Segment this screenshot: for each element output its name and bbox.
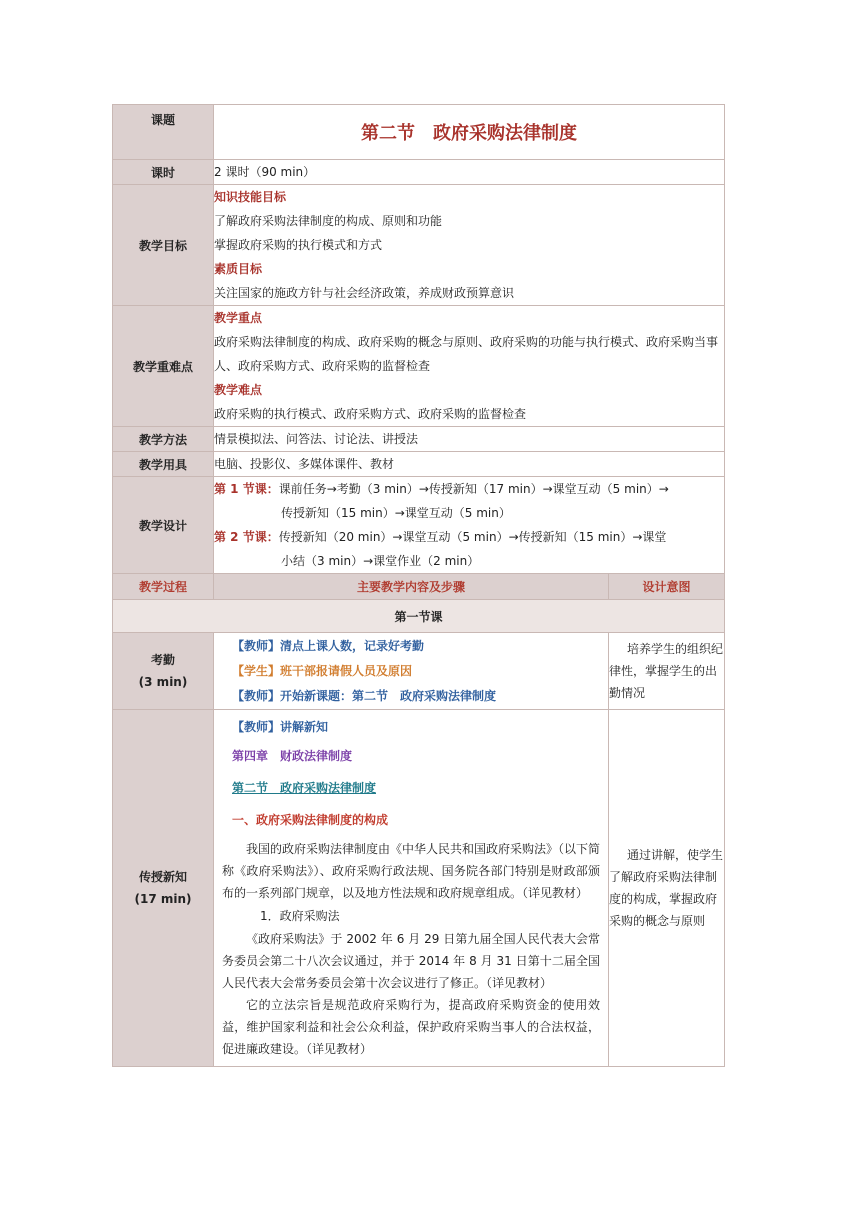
knowledge-goal-item: 掌握政府采购的执行模式和方式 — [214, 238, 383, 252]
attendance-step: 【学生】班干部报请假人员及原因 — [232, 663, 413, 678]
lesson2-continuation: 小结（3 min）→课堂作业（2 min） — [281, 554, 480, 568]
key-points-title: 教学重点 — [214, 311, 263, 325]
design-row — [113, 477, 725, 574]
keypoints-row — [113, 306, 725, 427]
tools-label: 教学用具 — [113, 452, 214, 477]
methods-row — [113, 427, 725, 452]
teach-time: (17 min) — [134, 892, 192, 906]
attendance-step: 【教师】开始新课题：第二节 政府采购法律制度 — [232, 688, 497, 703]
teach-content — [214, 710, 609, 1067]
lesson1-line — [214, 477, 724, 501]
hours-label: 课时 — [113, 160, 214, 185]
methods-value: 情景模拟法、问答法、讨论法、讲授法 — [214, 427, 725, 452]
keypoints-content — [214, 306, 725, 427]
quality-goal-title: 素质目标 — [214, 262, 263, 276]
process-header-intent: 设计意图 — [609, 574, 725, 600]
lesson2-line — [214, 525, 724, 549]
hours-value: 2 课时（90 min） — [214, 160, 725, 185]
attendance-content — [214, 633, 609, 710]
law-subtitle: 1．政府采购法 — [260, 909, 340, 923]
attendance-intent: 培养学生的组织纪律性，掌握学生的出勤情况 — [609, 633, 725, 710]
goals-row — [113, 185, 725, 306]
design-content — [214, 477, 725, 574]
keypoints-label: 教学重难点 — [113, 306, 214, 427]
chapter-title: 第四章 财政法律制度 — [232, 749, 353, 763]
lesson1-continuation: 传授新知（15 min）→课堂互动（5 min） — [281, 506, 511, 520]
key-points-text: 政府采购法律制度的构成、政府采购的概念与原则、政府采购的功能与执行模式、政府采购当事人、政府采购方式、政府采购的监督检查 — [214, 335, 719, 373]
quality-goal-item: 关注国家的施政方针与社会经济政策，养成财政预算意识 — [214, 286, 515, 300]
lesson2-label: 第 2 节课： — [214, 530, 279, 544]
tools-row — [113, 452, 725, 477]
body-paragraph: 《政府采购法》于 2002 年 6 月 29 日第九届全国人民代表大会常务委员会第二十八次会议通过，并于 2014 年 8 月 31 日第十二届全国人民代表大会常务委员会第十次会议进行了修正。（详见教材） — [222, 932, 600, 990]
knowledge-goal-title: 知识技能目标 — [214, 190, 287, 204]
lesson2-text: 传授新知（20 min）→课堂互动（5 min）→传授新知（15 min）→课堂 — [278, 530, 667, 544]
topic-row — [113, 105, 725, 160]
teach-lead: 【教师】讲解新知 — [232, 720, 329, 734]
hours-row — [113, 160, 725, 185]
goals-label: 教学目标 — [113, 185, 214, 306]
lesson1-label: 第 1 节课： — [214, 482, 279, 496]
attendance-row — [113, 633, 725, 710]
knowledge-goal-item: 了解政府采购法律制度的构成、原则和功能 — [214, 214, 443, 228]
teach-intent: 通过讲解，使学生了解政府采购法律制度的构成，掌握政府采购的概念与原则 — [609, 710, 725, 1067]
tools-value: 电脑、投影仪、多媒体课件、教材 — [214, 452, 725, 477]
teach-label: 传授新知 — [138, 870, 187, 884]
subheading: 一、政府采购法律制度的构成 — [232, 813, 389, 827]
attendance-time: (3 min) — [138, 675, 188, 689]
body-paragraph: 它的立法宗旨是规范政府采购行为，提高政府采购资金的使用效益，维护国家利益和社会公众利益，保护政府采购当事人的合法权益，促进廉政建设。（详见教材） — [222, 998, 600, 1056]
process-header-stage: 教学过程 — [113, 574, 214, 600]
lesson-plan-table — [112, 104, 725, 1067]
goals-content — [214, 185, 725, 306]
difficult-points-title: 教学难点 — [214, 383, 263, 397]
attendance-label: 考勤 — [150, 653, 175, 667]
attendance-label-cell — [113, 633, 214, 710]
lesson-title: 第二节 政府采购法律制度 — [214, 105, 725, 160]
process-header-row — [113, 574, 725, 600]
methods-label: 教学方法 — [113, 427, 214, 452]
design-label: 教学设计 — [113, 477, 214, 574]
teach-row — [113, 710, 725, 1067]
topic-label: 课题 — [113, 105, 214, 160]
process-header-content: 主要教学内容及步骤 — [214, 574, 609, 600]
lesson1-text: 课前任务→考勤（3 min）→传授新知（17 min）→课堂互动（5 min）→ — [278, 482, 669, 496]
attendance-step: 【教师】清点上课人数，记录好考勤 — [232, 638, 425, 653]
body-paragraph: 我国的政府采购法律制度由《中华人民共和国政府采购法》（以下简称《政府采购法》）、政府采购行政法规、国务院各部门特别是财政部颁布的一系列部门规章，以及地方性法规和政府规章组成。（详见教材） — [222, 842, 601, 900]
section-heading: 第二节 政府采购法律制度 — [232, 781, 377, 795]
difficult-points-text: 政府采购的执行模式、政府采购方式、政府采购的监督检查 — [214, 407, 527, 421]
section-row — [113, 600, 725, 633]
teach-label-cell — [113, 710, 214, 1067]
section-title: 第一节课 — [113, 600, 725, 633]
